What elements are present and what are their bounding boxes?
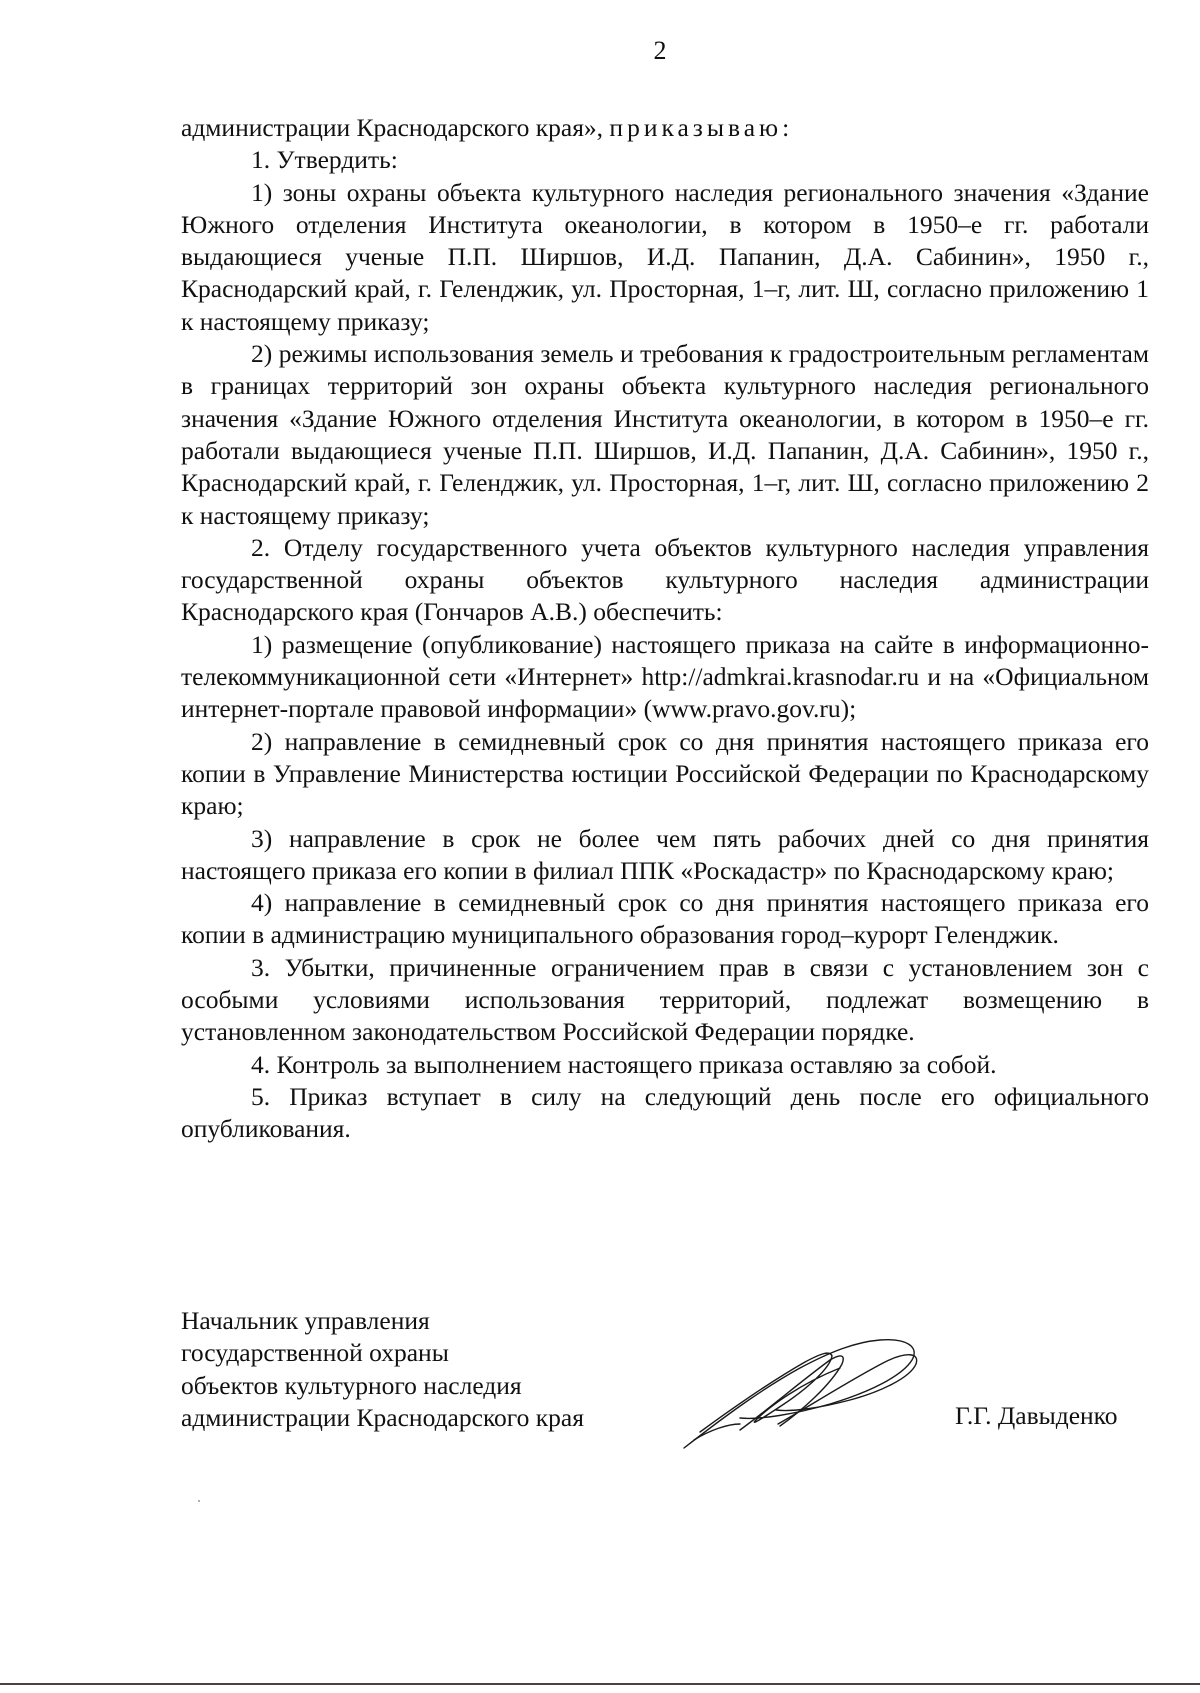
paragraph-1-1: 1) зоны охраны объекта культурного наследия регионального значения «Здание Южного отделения Института океанологии, в котором в 1950–е гг. работали выдающиеся ученые П.П. Ширшов, И.Д. Папанин, Д.А. Сабинин», 1950 г., Краснодарский край, г. Геленджик, ул. Просторная, 1–г, лит. Ш, согласно приложению 1 к настоящему приказу; [181, 177, 1149, 336]
intro-paragraph [181, 112, 1149, 144]
handwritten-signature [680, 1320, 950, 1460]
paragraph-2-1: 1) размещение (опубликование) настоящего приказа на сайте в информационно-телекоммуникационной сети «Интернет» http://admkrai.krasnodar.ru и на «Официальном интернет-портале правовой информации» (www.pravo.gov.ru); [181, 629, 1149, 724]
intro-prefix: администрации Краснодарского края», [181, 113, 610, 142]
paragraph-5: 5. Приказ вступает в силу на следующий день после его официального опубликования. [181, 1081, 1149, 1144]
paragraph-4: 4. Контроль за выполнением настоящего приказа оставляю за собой. [251, 1049, 997, 1079]
signatory-title-line: администрации Краснодарского края [181, 1402, 584, 1432]
signatory-title [181, 1305, 584, 1434]
signatory-title-line: объектов культурного наследия [181, 1370, 522, 1400]
scan-artifact [198, 1500, 200, 1502]
signatory-title-line: государственной охраны [181, 1338, 449, 1368]
paragraph-1-2: 2) режимы использования земель и требования к градостроительным регламентам в границах территорий зон охраны объекта культурного наследия регионального значения «Здание Южного отделения Института океанологии, в котором в 1950–е гг. работали выдающиеся ученые П.П. Ширшов, И.Д. Папанин, Д.А. Сабинин», 1950 г., Краснодарский край, г. Геленджик, ул. Просторная, 1–г, лит. Ш, согласно приложению 2 к настоящему приказу; [181, 339, 1149, 530]
signatory-title-line: Начальник управления [181, 1306, 430, 1335]
paragraph-2-2: 2) направление в семидневный срок со дня принятия настоящего приказа его копии в Управление Министерства юстиции Российской Федерации по Краснодарскому краю; [181, 726, 1149, 821]
page-number: 2 [653, 36, 667, 65]
page-edge-line [0, 1683, 1200, 1685]
paragraph-1: 1. Утвердить: [251, 145, 398, 175]
paragraph-2-3: 3) направление в срок не более чем пять рабочих дней со дня принятия настоящего приказа его копии в филиал ППК «Роскадастр» по Краснодарскому краю; [181, 823, 1149, 885]
intro-order-word: приказываю [609, 113, 783, 142]
intro-suffix: : [782, 113, 790, 142]
paragraph-3: 3. Убытки, причиненные ограничением прав в связи с установлением зон с особыми условиями использования территорий, подлежат возмещению в установленном законодательством Российской Федерации порядке. [181, 952, 1149, 1047]
paragraph-2: 2. Отделу государственного учета объектов культурного наследия управления государственной охраны объектов культурного наследия администрации Краснодарского края (Гончаров А.В.) обеспечить: [181, 532, 1149, 627]
order-body [181, 112, 1149, 1146]
paragraph-2-4: 4) направление в семидневный срок со дня принятия настоящего приказа его копии в администрацию муниципального образования город–курорт Геленджик. [181, 888, 1149, 950]
signatory-name: Г.Г. Давыденко [955, 1401, 1118, 1430]
